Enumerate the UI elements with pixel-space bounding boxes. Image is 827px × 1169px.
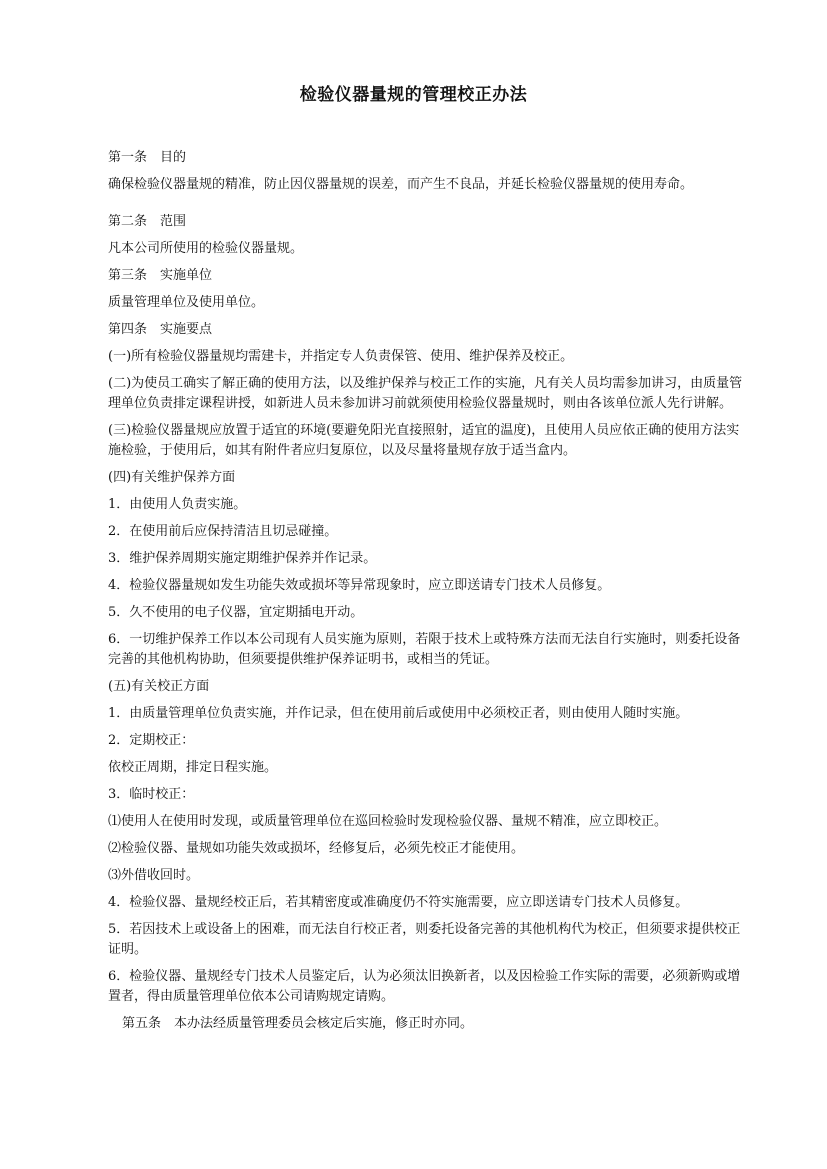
calibration-item-1: 1．由质量管理单位负责实施，并作记录，但在使用前后或使用中必须校正者，则由使用人随时实施。 bbox=[108, 706, 689, 721]
article-1-text: 确保检验仪器量规的精准，防止因仪器量规的误差，而产生不良品，并延长检验仪器量规的使用寿命。 bbox=[108, 177, 694, 192]
article-5-text: 第五条 本办法经质量管理委员会核定后实施，修正时亦同。 bbox=[122, 1016, 474, 1031]
article-4-item-1: (一)所有检验仪器量规均需建卡，并指定专人负责保管、使用、维护保养及校正。 bbox=[108, 349, 574, 364]
calibration-item-3-sub-3: ⑶外借收回时。 bbox=[108, 868, 200, 883]
document-title: 检验仪器量规的管理校正办法 bbox=[299, 85, 528, 105]
calibration-item-3-sub-2: ⑵检验仪器、量规如功能失效或损坏，经修复后，必须先校正才能使用。 bbox=[108, 841, 525, 856]
calibration-item-2-text: 依校正周期，排定日程实施。 bbox=[108, 760, 278, 775]
maintenance-item-1: 1．由使用人负责实施。 bbox=[108, 497, 247, 512]
calibration-item-4: 4．检验仪器、量规经校正后，若其精密度或准确度仍不符实施需要，应立即送请专门技术人员修复。 bbox=[108, 895, 689, 910]
article-4-item-3: (三)检验仪器量规应放置于适宜的环境(要避免阳光直接照射，适宜的温度)，且使用人员应依正确的使用方法实施检验，于使用后，如其有附件者应归复原位，以及尽量将量规存放于适当盒内。 bbox=[108, 423, 740, 458]
maintenance-item-2: 2．在使用前后应保持清洁且切忌碰撞。 bbox=[108, 524, 338, 539]
article-4-item-2: (二)为使员工确实了解正确的使用方法，以及维护保养与校正工作的实施，凡有关人员均需参加讲习，由质量管理单位负责排定课程讲授，如新进人员未参加讲习前就须使用检验仪器量规时，则由各该单位派人先行讲解。 bbox=[108, 376, 743, 411]
article-1-heading: 第一条 目的 bbox=[108, 150, 187, 165]
maintenance-heading: (四)有关维护保养方面 bbox=[108, 470, 236, 485]
calibration-item-3-sub-1: ⑴使用人在使用时发现，或质量管理单位在巡回检验时发现检验仪器、量规不精准，应立即校正。 bbox=[108, 814, 668, 829]
article-3-text: 质量管理单位及使用单位。 bbox=[108, 295, 265, 310]
document-body bbox=[108, 148, 748, 1041]
maintenance-item-4: 4．检验仪器量规如发生功能失效或损坏等异常现象时，应立即送请专门技术人员修复。 bbox=[108, 578, 611, 593]
maintenance-item-5: 5．久不使用的电子仪器，宜定期插电开动。 bbox=[108, 605, 364, 620]
calibration-item-5: 5．若因技术上或设备上的困难，而无法自行校正者，则委托设备完善的其他机构代为校正，但须要求提供校正证明。 bbox=[108, 922, 741, 957]
article-4-heading: 第四条 实施要点 bbox=[108, 322, 213, 337]
article-3-heading: 第三条 实施单位 bbox=[108, 268, 213, 283]
article-2-heading: 第二条 范围 bbox=[108, 214, 187, 229]
calibration-item-2: 2．定期校正： bbox=[108, 733, 195, 748]
maintenance-item-3: 3．维护保养周期实施定期维护保养并作记录。 bbox=[108, 551, 377, 566]
calibration-heading: (五)有关校正方面 bbox=[108, 679, 210, 694]
calibration-item-3: 3．临时校正： bbox=[108, 787, 195, 802]
calibration-item-6: 6．检验仪器、量规经专门技术人员鉴定后，认为必须汰旧换新者，以及因检验工作实际的需要，必须新购或增置者，得由质量管理单位依本公司请购规定请购。 bbox=[108, 969, 741, 1004]
maintenance-item-6: 6．一切维护保养工作以本公司现有人员实施为原则，若限于技术上或特殊方法而无法自行实施时，则委托设备完善的其他机构协助，但须要提供维护保养证明书，或相当的凭证。 bbox=[108, 632, 741, 667]
article-2-text: 凡本公司所使用的检验仪器量规。 bbox=[108, 241, 304, 256]
